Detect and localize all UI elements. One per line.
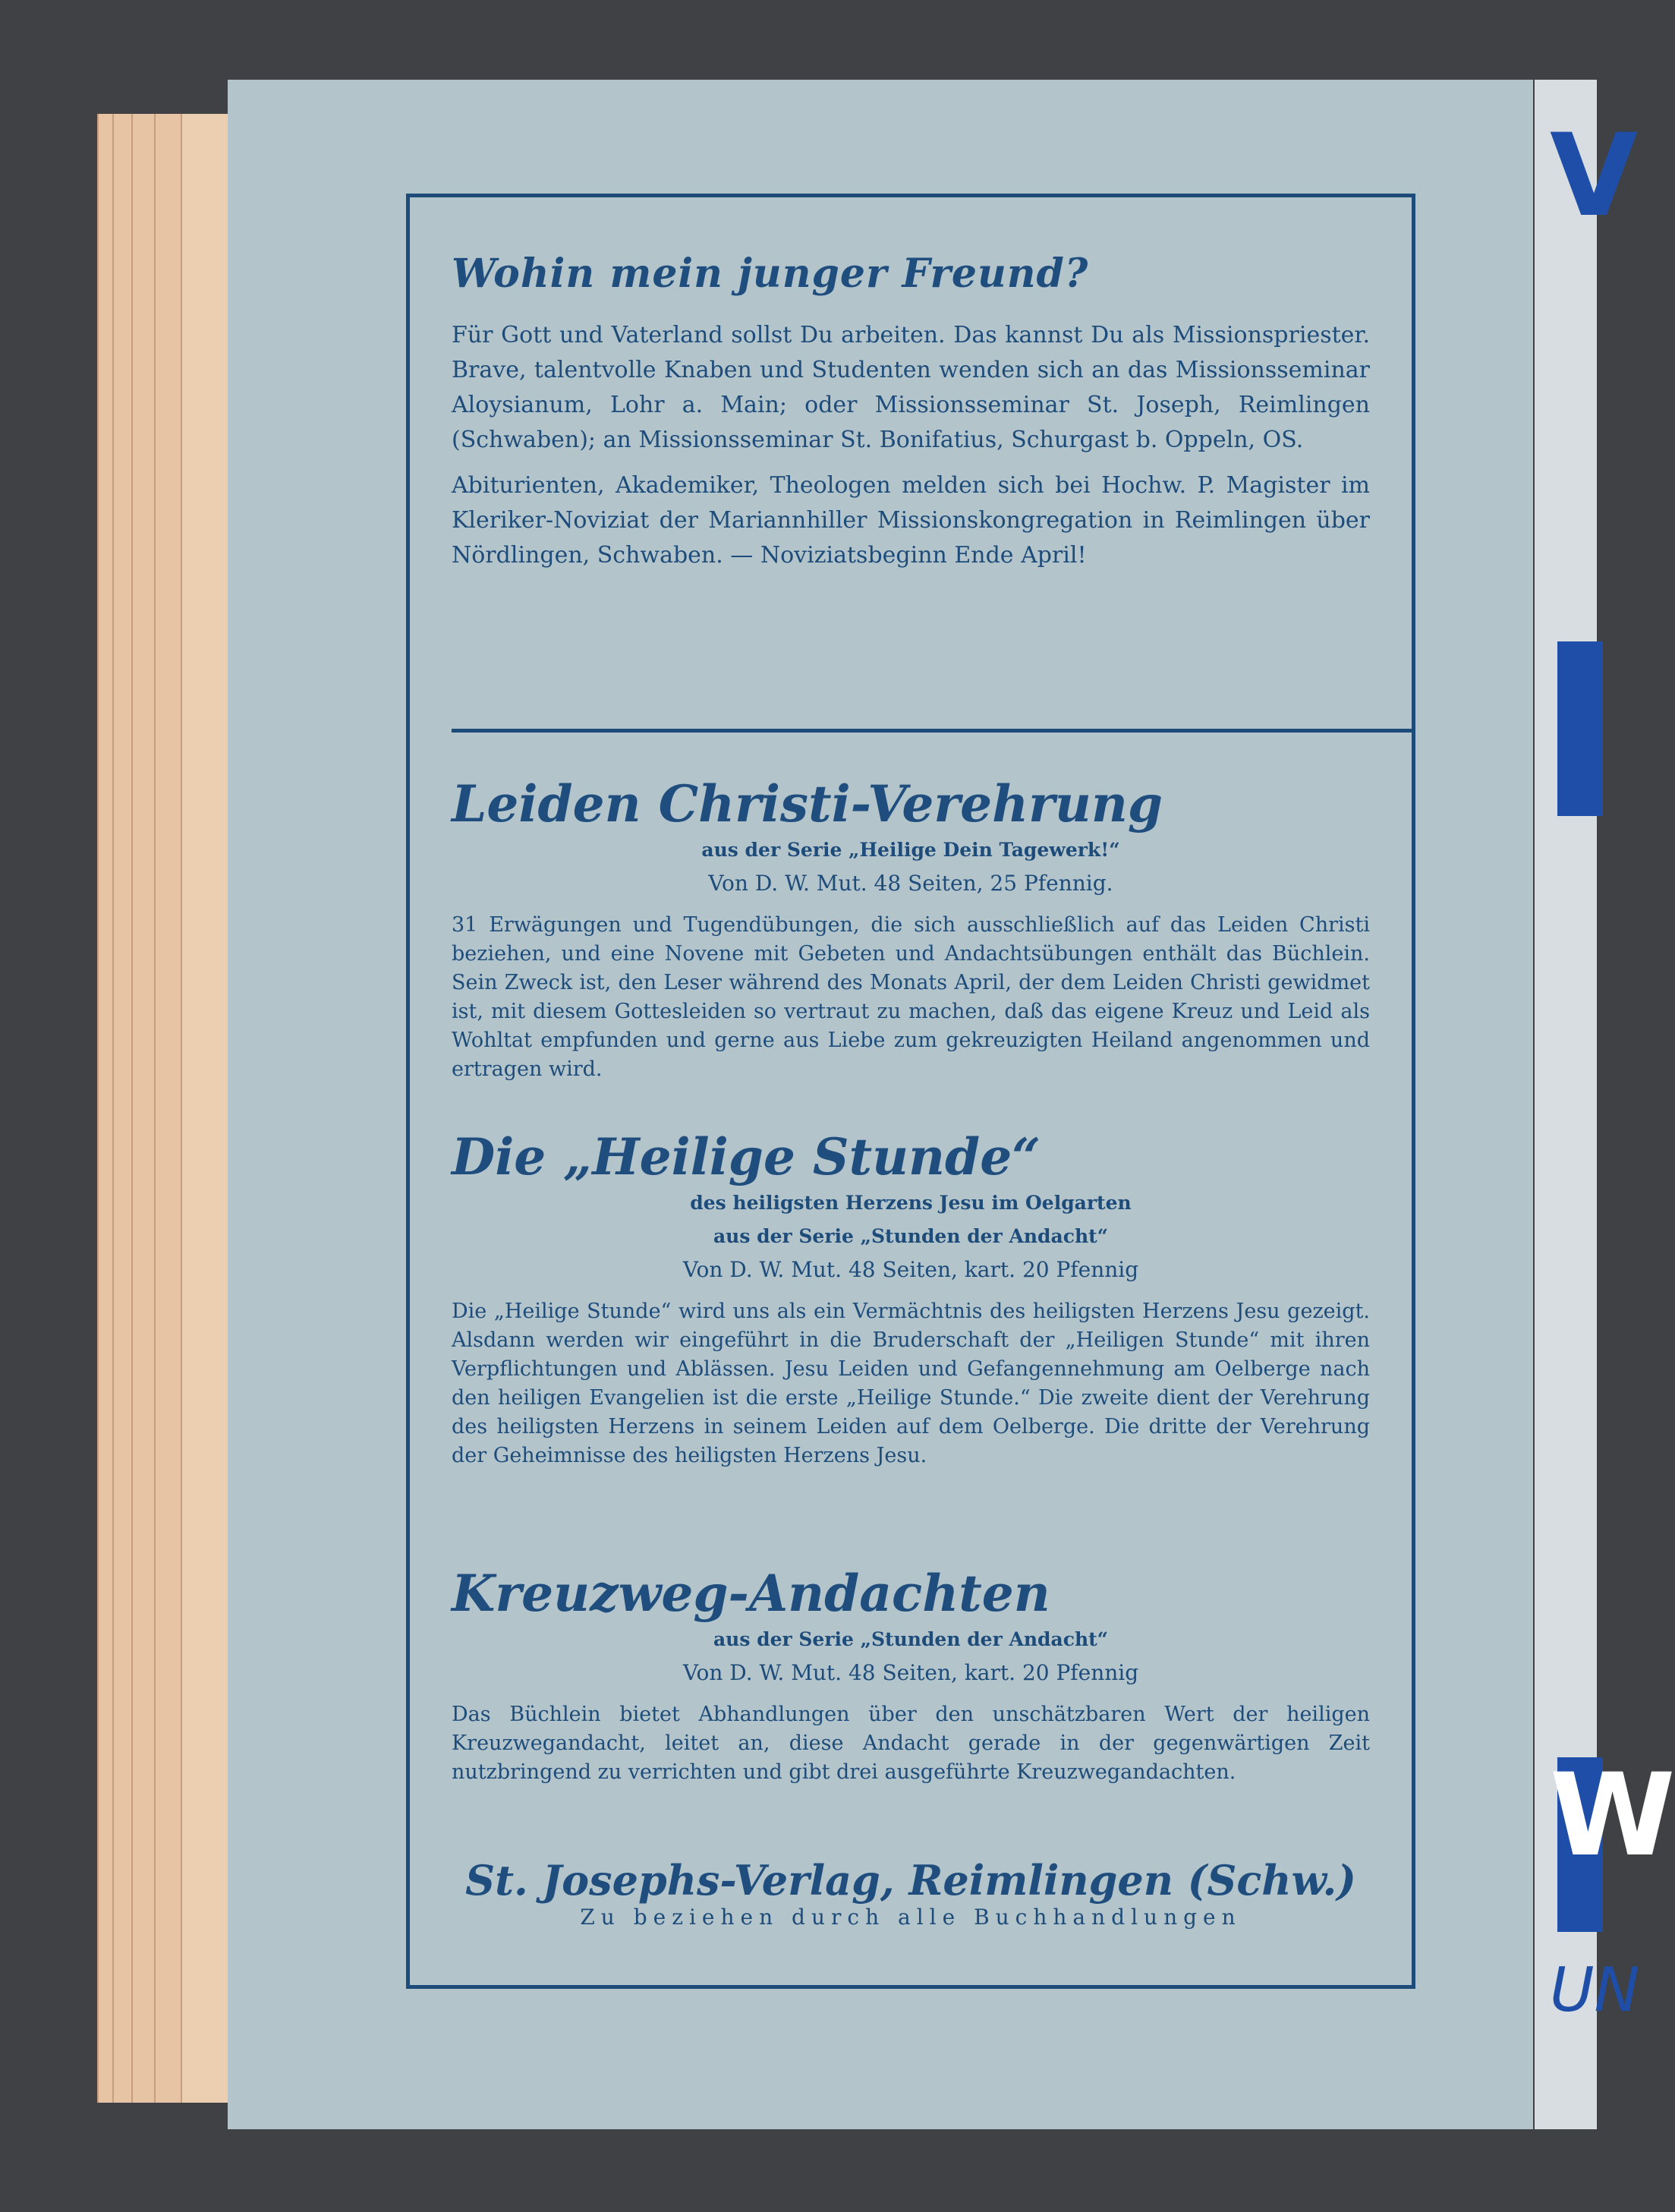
section-body: 31 Erwägungen und Tugendübungen, die sich ausschließlich auf das Leiden Christi beziehen, und eine Novene mit Gebeten und Andachtsübungen enthält das Büchlein. Sein Zweck ist, den Leser während des Monats April, der dem Leiden Christi gewidmet ist, mit diesem Gottesleiden so vertraut zu machen, daß das eigene Kreuz und Leid als Wohltat empfunden und gerne aus Liebe zum gekreuzigten Heiland angenommen und ertragen wird. — [452, 913, 1370, 1081]
byline: Von D. W. Mut. 48 Seiten, kart. 20 Pfennig — [682, 1660, 1139, 1685]
series-line: aus der Serie „Stunden der Andacht“ — [713, 1628, 1109, 1650]
right-page-letter-bottom: W — [1550, 1750, 1675, 1882]
divider — [452, 729, 1412, 733]
series-line: aus der Serie „Heilige Dein Tagewerk!“ — [701, 839, 1120, 861]
section-paragraph: Für Gott und Vaterland sollst Du arbeiten. Das kannst Du als Missionspriester. Brave, talentvolle Knaben und Studenten wenden sich an das Missionsseminar Aloysianum, Lohr a. Main; oder Missionsseminar St. Joseph, Reimlingen (Schwaben); an Missionsseminar St. Bonifatius, Schurgast b. Oppeln, OS. — [452, 322, 1370, 453]
series-line: aus der Serie „Stunden der Andacht“ — [713, 1225, 1109, 1247]
right-page-fragment: UN — [1550, 1955, 1640, 2025]
right-page — [1535, 80, 1675, 2129]
section-title: Die „Heilige Stunde“ — [452, 1127, 1041, 1186]
section-leiden-christi — [452, 774, 1370, 1084]
subtitle: des heiligsten Herzens Jesu im Oelgarten — [690, 1192, 1132, 1214]
byline: Von D. W. Mut. 48 Seiten, 25 Pfennig. — [708, 871, 1113, 896]
section-kreuzweg — [452, 1564, 1370, 1787]
book-page-edges — [97, 114, 234, 2103]
section-title: Wohin mein junger Freund? — [452, 251, 1089, 297]
publisher-name: St. Josephs-Verlag, Reimlingen (Schw.) — [465, 1856, 1356, 1905]
section-body: Das Büchlein bietet Abhandlungen über den unschätzbaren Wert der heiligen Kreuzwegandacht, leitet an, diese Andacht gerade in der gegenwärtigen Zeit nutzbringend zu verrichten und gibt drei ausgeführte Kreuzwegandachten. — [452, 1703, 1370, 1784]
section-wohin — [452, 251, 1370, 573]
section-heilige-stunde — [452, 1127, 1370, 1470]
section-body: Die „Heilige Stunde“ wird uns als ein Vermächtnis des heiligsten Herzens Jesu gezeigt. Alsdann werden wir eingeführt in die Bruderschaft der „Heiligen Stunde“ mit ihren Verpflichtungen und Ablässen. Jesu Leiden und Gefangennehmung am Oelberge nach den heiligen Evangelien ist die erste „Heilige Stunde.“ Die zweite dient der Verehrung des heiligsten Herzens in seinem Leiden auf dem Oelberge. Die dritte der Verehrung der Geheimnisse des heiligsten Herzens Jesu. — [452, 1300, 1370, 1467]
publisher-block — [452, 1856, 1370, 1930]
advertisement-box — [406, 194, 1415, 1989]
byline: Von D. W. Mut. 48 Seiten, kart. 20 Pfennig — [682, 1257, 1139, 1282]
right-page-letter-top: V — [1550, 110, 1639, 242]
right-page-blue-band — [1557, 641, 1603, 816]
section-title: Kreuzweg-Andachten — [452, 1564, 1050, 1623]
section-paragraph: Abiturienten, Akademiker, Theologen melden sich bei Hochw. P. Magister im Kleriker-Noviziat der Mariannhiller Missionskongregation in Reimlingen über Nördlingen, Schwaben. — Noviziatsbeginn Ende April! — [452, 472, 1370, 569]
section-title: Leiden Christi-Verehrung — [452, 774, 1163, 833]
distribution-note: Zu beziehen durch alle Buchhandlungen — [580, 1905, 1242, 1930]
